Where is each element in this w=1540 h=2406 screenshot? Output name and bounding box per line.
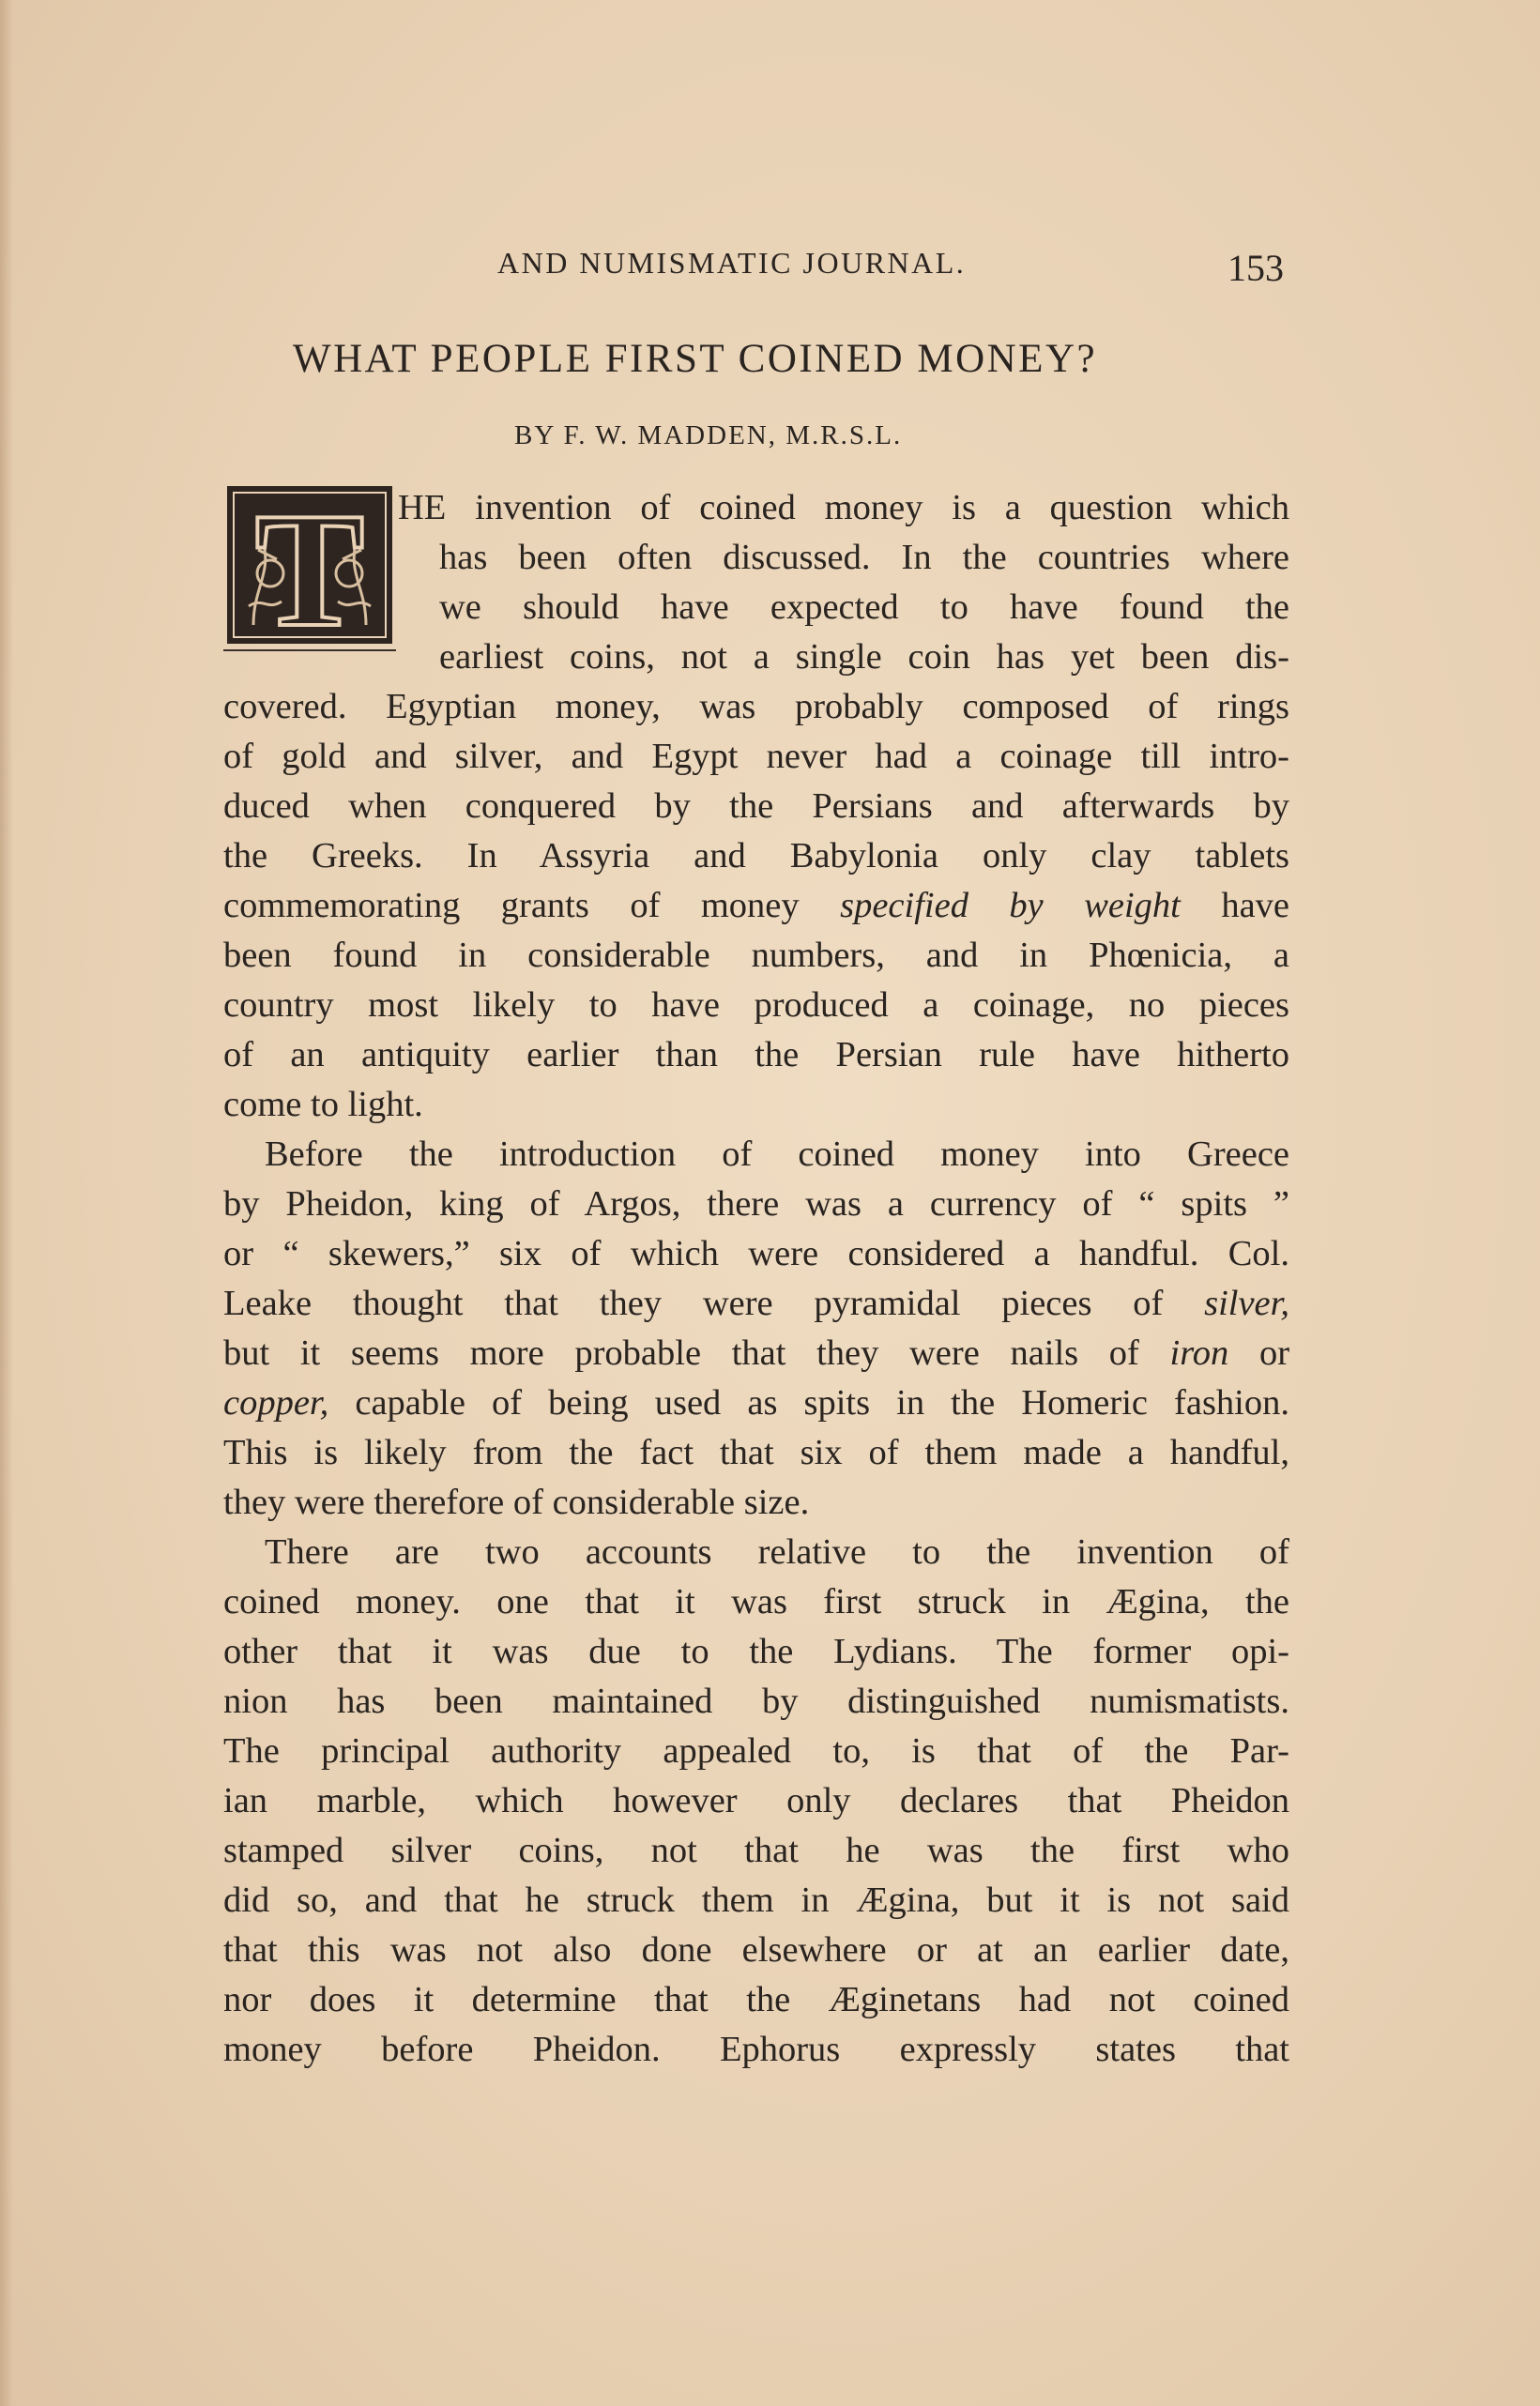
text-line: covered. Egyptian money, was probably composed of rings — [223, 687, 1289, 726]
text-line: or “ skewers,” six of which were considered a handful. Col. — [223, 1234, 1289, 1273]
text-line: earliest coins, not a single coin has yet been dis- — [439, 637, 1289, 677]
text-line: coined money. one that it was first struck in Ægina, the — [223, 1582, 1289, 1622]
drop-cap-rule — [223, 649, 396, 651]
text-line: by Pheidon, king of Argos, there was a currency of “ spits ” — [223, 1184, 1289, 1224]
page-number: 153 — [1227, 247, 1284, 289]
drop-cap-letter: T — [254, 484, 365, 646]
text-line: come to light. — [223, 1085, 423, 1124]
text-line: copper, capable of being used as spits in the Homeric fashion. — [223, 1383, 1290, 1423]
text-line: did so, and that he struck them in Ægina, but it is not said — [223, 1881, 1289, 1920]
text-line: other that it was due to the Lydians. The former opi- — [223, 1632, 1289, 1671]
text-line: commemorating grants of money specified by weight have — [223, 886, 1290, 925]
text-line: HE invention of coined money is a question which — [398, 488, 1289, 527]
text-line: country most likely to have produced a coinage, no pieces — [223, 985, 1289, 1025]
running-head: AND NUMISMATIC JOURNAL. — [497, 246, 967, 280]
text-line: they were therefore of considerable size. — [223, 1483, 810, 1522]
text-line: There are two accounts relative to the invention of — [265, 1532, 1289, 1572]
text-line: has been often discussed. In the countries where — [439, 538, 1289, 577]
text-line: nion has been maintained by distinguished numismatists. — [223, 1682, 1289, 1721]
ornamental-drop-cap — [225, 484, 394, 646]
italic-word: iron — [1169, 1333, 1229, 1373]
text-line: been found in considerable numbers, and in Phœnicia, a — [223, 936, 1289, 975]
text-line: of an antiquity earlier than the Persian rule have hitherto — [223, 1035, 1289, 1074]
italic-word: copper, — [223, 1383, 329, 1423]
text-line: nor does it determine that the Æginetans had not coined — [223, 1980, 1289, 2019]
text-line: the Greeks. In Assyria and Babylonia only clay tablets — [223, 836, 1289, 876]
text-line: Before the introduction of coined money into Greece — [265, 1134, 1289, 1174]
text-line: that this was not also done elsewhere or at an earlier date, — [223, 1930, 1289, 1970]
text-line: Leake thought that they were pyramidal pieces of silver, — [223, 1284, 1289, 1323]
text-line: we should have expected to have found the — [439, 587, 1289, 627]
article-byline: BY F. W. MADDEN, M.R.S.L. — [514, 420, 903, 450]
text-line: of gold and silver, and Egypt never had a coinage till intro- — [223, 737, 1289, 776]
italic-word: silver, — [1204, 1284, 1289, 1323]
text-line: but it seems more probable that they were nails of iron or — [223, 1333, 1290, 1373]
text-line: stamped silver coins, not that he was the first who — [223, 1831, 1289, 1870]
text-line: The principal authority appealed to, is that of the Par- — [223, 1731, 1289, 1771]
text-line: This is likely from the fact that six of them made a handful, — [223, 1433, 1289, 1472]
text-line: money before Pheidon. Ephorus expressly states that — [223, 2030, 1289, 2069]
page-edge-shadow — [0, 0, 13, 2406]
text-line: ian marble, which however only declares that Pheidon — [223, 1781, 1289, 1820]
article-title: WHAT PEOPLE FIRST COINED MONEY? — [293, 337, 1098, 381]
italic-phrase: specified by weight — [840, 886, 1181, 925]
text-line: duced when conquered by the Persians and afterwards by — [223, 786, 1289, 826]
